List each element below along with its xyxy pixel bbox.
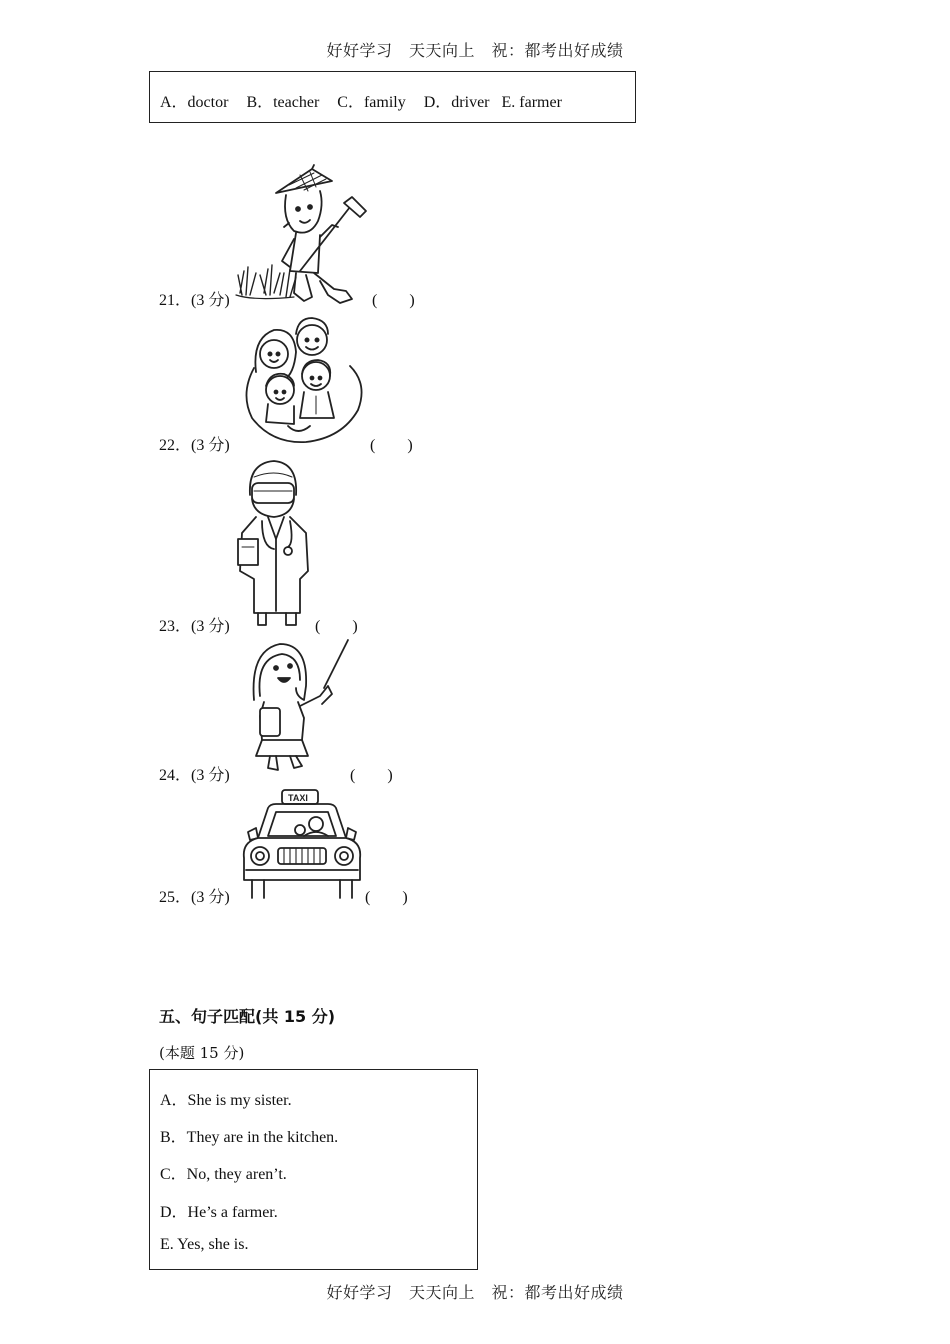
family-illustration [238, 314, 368, 444]
option-c: C．family [337, 94, 406, 111]
option-d: D．driver [423, 94, 490, 111]
question-25-label: 25．(3 分) [159, 889, 230, 906]
sentence-options-box [149, 1069, 478, 1270]
option-b: B．teacher [246, 94, 320, 111]
sentence-d: D．He’s a farmer. [160, 1204, 278, 1221]
question-21-label: 21．(3 分) [159, 292, 230, 309]
question-22-label: 22．(3 分) [159, 437, 230, 454]
taxi-driver-illustration [240, 788, 364, 900]
option-e: E. farmer [501, 94, 562, 111]
question-24-answer-paren[interactable]: ( ) [350, 767, 393, 784]
question-24-label: 24．(3 分) [159, 767, 230, 784]
sentence-c: C．No, they aren’t. [160, 1166, 287, 1183]
sentence-e: E. Yes, she is. [160, 1236, 249, 1253]
option-a: A．doctor [160, 94, 229, 111]
taxi-sign-text: TAXI [288, 793, 308, 803]
word-bank-options [160, 89, 576, 112]
doctor-illustration [232, 459, 322, 631]
question-23-label: 23．(3 分) [159, 618, 230, 635]
question-23-answer-paren[interactable]: ( ) [315, 618, 358, 635]
section-5-subtitle: (本题 15 分) [159, 1044, 245, 1062]
page-header: 好好学习 天天向上 祝：都考出好成绩 [326, 41, 624, 60]
sentence-a: A．She is my sister. [160, 1092, 292, 1109]
word-bank-box [149, 71, 636, 123]
farmer-illustration [234, 163, 374, 308]
question-21-answer-paren[interactable]: ( ) [372, 292, 415, 309]
page-footer: 好好学习 天天向上 祝：都考出好成绩 [326, 1283, 624, 1302]
sentence-b: B．They are in the kitchen. [160, 1129, 339, 1146]
question-22-answer-paren[interactable]: ( ) [370, 437, 413, 454]
question-25-answer-paren[interactable]: ( ) [365, 889, 408, 906]
teacher-illustration [238, 636, 353, 774]
section-5-title: 五、句子匹配(共 15 分) [159, 1007, 336, 1026]
